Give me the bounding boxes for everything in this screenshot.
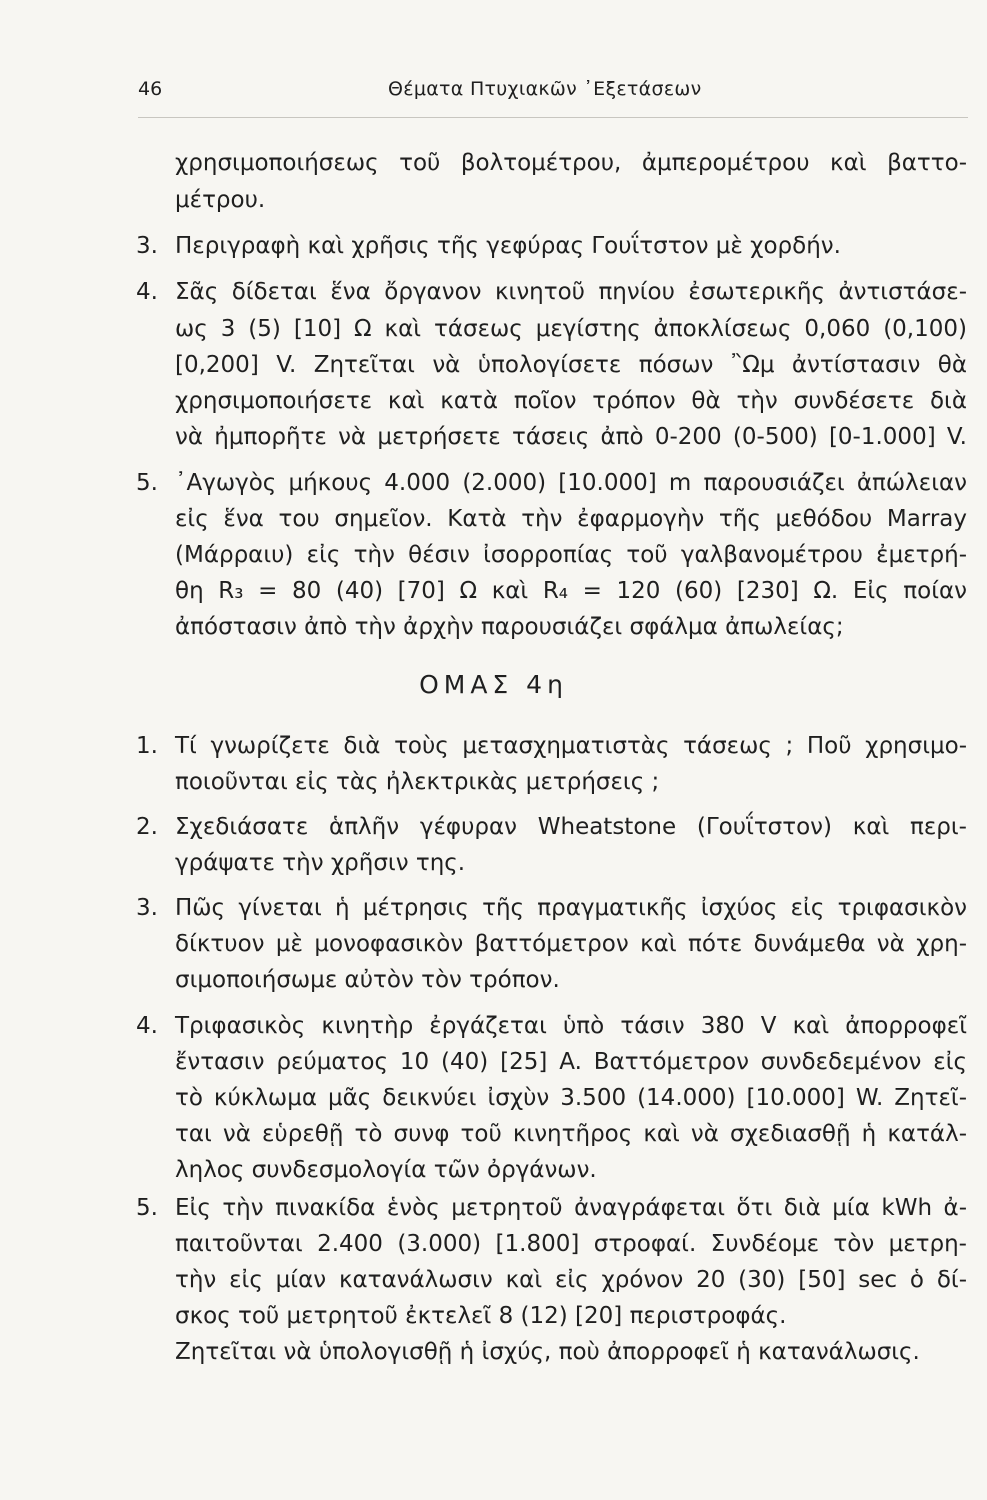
item-line: γράψατε τὴν χρῆσιν της. [175,850,466,876]
header-divider [138,117,968,118]
item-number: 5. [136,470,158,496]
item-number: 3. [136,895,158,921]
item-number: 3. [136,233,158,259]
page-number: 46 [138,78,163,100]
item-line: ται νὰ εὑρεθῇ τὸ συνφ τοῦ κινητῆρος καὶ νὰ σχεδιασθῇ ἡ κατάλ- [175,1121,967,1147]
item-line: τὸ κύκλωμα μᾶς δεικνύει ἰσχὺν 3.500 (14.000) [10.000] W. Ζητεῖ- [175,1085,967,1111]
item-number: 1. [136,733,158,759]
continuation-line: μέτρου. [175,187,266,213]
item-line: ἔντασιν ρεύματος 10 (40) [25] A. Βαττόμετρον συνδεδεμένον εἰς [175,1049,967,1075]
item-line: θη R₃ = 80 (40) [70] Ω καὶ R₄ = 120 (60) [230] Ω. Εἰς ποίαν [175,578,967,604]
item-line: ποιοῦνται εἰς τὰς ἠλεκτρικὰς μετρήσεις ; [175,769,660,795]
page-header [138,78,970,104]
item-line: [0,200] V. Ζητεῖται νὰ ὑπολογίσετε πόσων ῍Ωμ ἀντίστασιν θὰ [175,352,967,378]
item-number: 5. [136,1195,158,1221]
item-line: δίκτυον μὲ μονοφασικὸν βαττόμετρον καὶ πότε δυνάμεθα νὰ χρη- [175,931,967,957]
continuation-line: χρησιμοποιήσεως τοῦ βολτομέτρου, ἀμπερομέτρου καὶ βαττο- [175,150,967,176]
item-line: ως 3 (5) [10] Ω καὶ τάσεως μεγίστης ἀποκλίσεως 0,060 (0,100) [175,316,967,342]
item-line: χρησιμοποιήσετε καὶ κατὰ ποῖον τρόπον θὰ τὴν συνδέσετε διὰ [175,388,967,414]
item-line: εἰς ἕνα του σημεῖον. Κατὰ τὴν ἐφαρμογὴν τῆς μεθόδου Marray [175,506,967,532]
item-line: Σχεδιάσατε ἁπλῆν γέφυραν Wheatstone (Γουΐτστον) καὶ περι- [175,814,967,840]
item-line: ληλος συνδεσμολογία τῶν ὀργάνων. [175,1157,597,1183]
item-line: ἀπόστασιν ἀπὸ τὴν ἀρχὴν παρουσιάζει σφάλμα ἀπωλείας; [175,614,844,640]
section-heading: ΟΜΑΣ 4η [419,670,568,699]
item-line: Σᾶς δίδεται ἕνα ὄργανον κινητοῦ πηνίου ἐσωτερικῆς ἀντιστάσε- [175,279,967,305]
item-line: Εἰς τὴν πινακίδα ἑνὸς μετρητοῦ ἀναγράφεται ὅτι διὰ μία kWh ἀ- [175,1195,967,1221]
item-line: τὴν εἰς μίαν κατανάλωσιν καὶ εἰς χρόνον 20 (30) [50] sec ὁ δί- [175,1267,967,1293]
item-line: Περιγραφὴ καὶ χρῆσις τῆς γεφύρας Γουΐτστον μὲ χορδήν. [175,233,841,259]
item-line: νὰ ἠμπορῆτε νὰ μετρήσετε τάσεις ἀπὸ 0-200 (0-500) [0-1.000] V. [175,424,967,450]
item-line: Τί γνωρίζετε διὰ τοὺς μετασχηματιστὰς τάσεως ; Ποῦ χρησιμο- [175,733,967,759]
running-title: Θέματα Πτυχιακῶν ᾿Εξετάσεων [388,78,702,100]
item-number: 2. [136,814,158,840]
item-line: σκος τοῦ μετρητοῦ ἐκτελεῖ 8 (12) [20] περιστροφάς. [175,1303,787,1329]
item-line: (Μάρραιυ) εἰς τὴν θέσιν ἰσορροπίας τοῦ γαλβανομέτρου ἐμετρή- [175,542,967,568]
item-number: 4. [136,279,158,305]
item-number: 4. [136,1013,158,1039]
item-line: σιμοποιήσωμε αὐτὸν τὸν τρόπον. [175,967,560,993]
item-line: παιτοῦνται 2.400 (3.000) [1.800] στροφαί. Συνδέομε τὸν μετρη- [175,1231,967,1257]
item-line: Ζητεῖται νὰ ὑπολογισθῇ ἡ ἰσχύς, ποὺ ἀπορροφεῖ ἡ κατανάλωσις. [175,1339,920,1365]
item-line: Πῶς γίνεται ἡ μέτρησις τῆς πραγματικῆς ἰσχύος εἰς τριφασικὸν [175,895,967,921]
item-line: Τριφασικὸς κινητὴρ ἐργάζεται ὑπὸ τάσιν 380 V καὶ ἀπορροφεῖ [175,1013,967,1039]
item-line: ᾿Αγωγὸς μήκους 4.000 (2.000) [10.000] m παρουσιάζει ἀπώλειαν [175,470,967,496]
